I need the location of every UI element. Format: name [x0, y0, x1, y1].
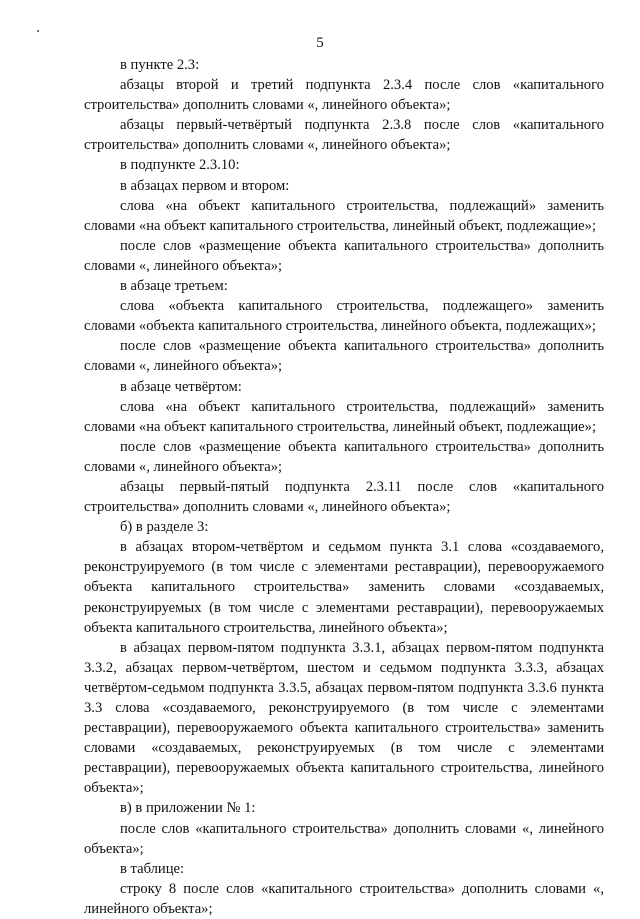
paragraph: слова «объекта капитального строительства, подлежащего» заменить словами «объекта капитального строительства, линейного объекта, подлежащих»;	[84, 298, 604, 335]
paragraph: в пункте 2.3:	[120, 57, 200, 73]
paragraph: в подпункте 2.3.10:	[120, 157, 240, 174]
paragraph: в абзацах втором-четвёртом и седьмом пункта 3.1 слова «создаваемого, реконструируемого (в том числе с элементами реставрации), перевооружаемого объекта капитального строительства» заменить словами «создаваемых, реконструируемых (в том числе с элементами реставрации), перевооружаемых объекта капитального строительства, линейного объекта»;	[84, 539, 604, 636]
paragraph: после слов «капитального строительства» дополнить словами «, линейного объекта»;	[84, 820, 604, 857]
paragraph: в абзаце четвёртом:	[120, 378, 242, 395]
paragraph: после слов «размещение объекта капитального строительства» дополнить словами «, линейного объекта»;	[84, 438, 604, 475]
paragraph: в абзаце третьем:	[120, 278, 228, 295]
paragraph: абзацы второй и третий подпункта 2.3.4 после слов «капитального строительства» дополнить словами «, линейного объекта»;	[84, 77, 604, 114]
paragraph: абзацы первый-четвёртый подпункта 2.3.8 после слов «капитального строительства» дополнить словами «, линейного объекта»;	[84, 117, 604, 154]
paragraph: в абзацах первом и втором:	[120, 177, 290, 194]
document-body	[84, 55, 604, 919]
paragraph: после слов «размещение объекта капитального строительства» дополнить словами «, линейного объекта»;	[84, 338, 604, 375]
paragraph: слова «на объект капитального строительства, подлежащий» заменить словами «на объект капитального строительства, линейный объект, подлежащие»;	[84, 398, 604, 435]
paragraph: после слов «размещение объекта капитального строительства» дополнить словами «, линейного объекта»;	[84, 237, 604, 274]
paragraph: в таблице:	[120, 860, 185, 877]
paragraph: б) в разделе 3:	[120, 519, 209, 536]
paragraph: слова «на объект капитального строительства, подлежащий» заменить словами «на объект капитального строительства, линейный объект, подлежащие»;	[84, 197, 604, 234]
paragraph: в абзацах первом-пятом подпункта 3.3.1, абзацах первом-пятом подпункта 3.3.2, абзацах первом-четвёртом, шестом и седьмом подпункта 3.3.3, абзацах четвёртом-седьмом подпункта 3.3.5, абзацах первом-пятом подпункта 3.3.6 пункта 3.3 слова «создаваемого, реконструируемого (в том числе с элементами реставрации), перевооружаемого объекта капитального строительства» заменить словами «создаваемых, реконструируемых (в том числе с элементами реставрации), перевооружаемых объекта капитального строительства, линейного объекта»;	[84, 639, 604, 797]
paragraph: абзацы первый-пятый подпункта 2.3.11 после слов «капитального строительства» дополнить словами «, линейного объекта»;	[84, 478, 604, 516]
scan-speck	[37, 30, 39, 32]
paragraph: в) в приложении № 1:	[120, 800, 256, 817]
paragraph: строку 8 после слов «капитального строительства» дополнить словами «, линейного объекта»;	[84, 880, 604, 917]
page-number: 5	[316, 35, 324, 51]
